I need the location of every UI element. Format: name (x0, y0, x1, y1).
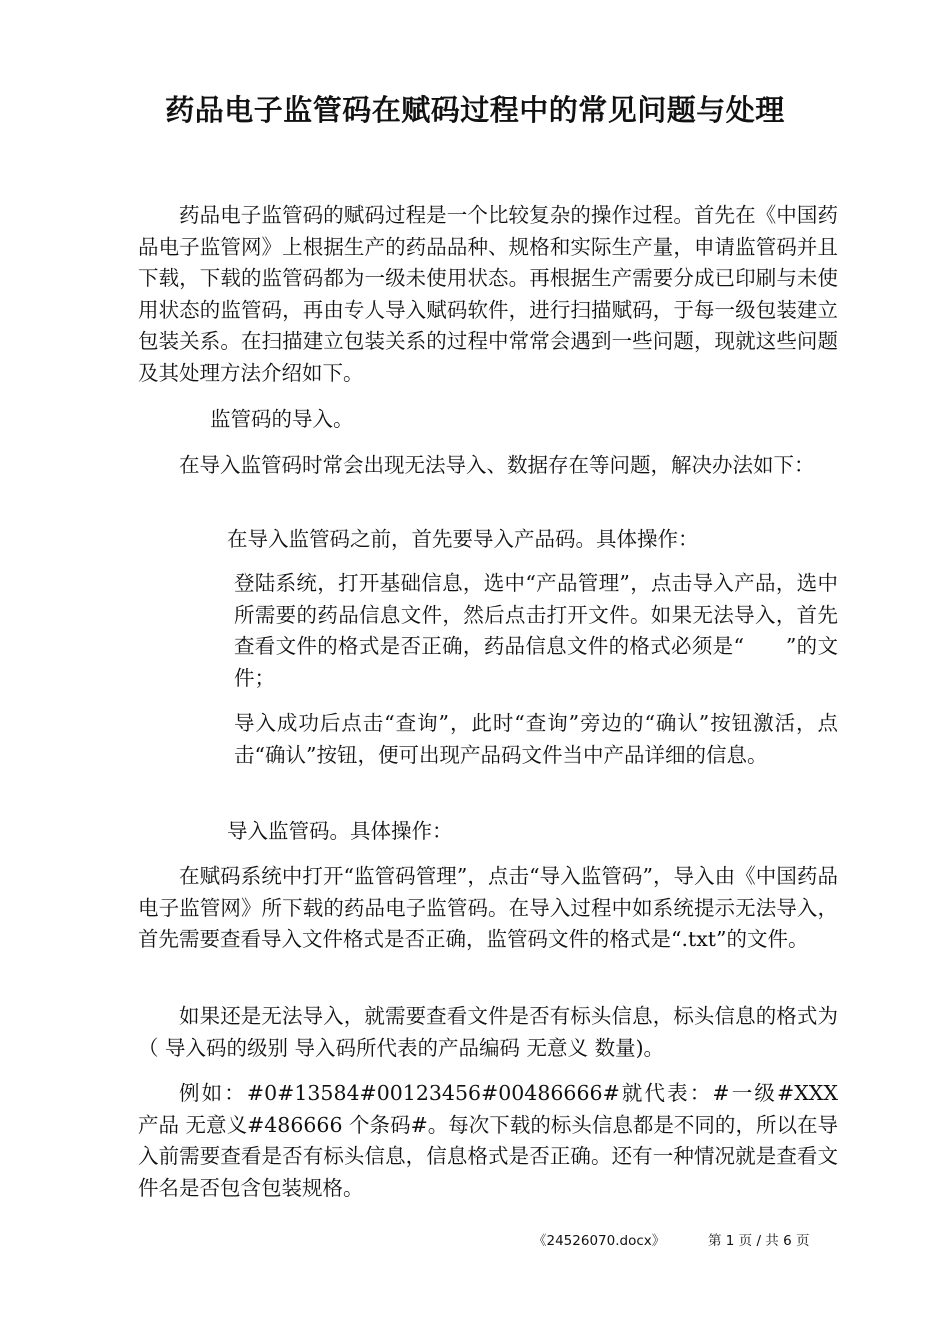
header-info-paragraph: 如果还是无法导入，就需要查看文件是否有标头信息，标头信息的格式为（ 导入码的级别 导入码所代表的产品编码 无意义 数量)。 (138, 1004, 838, 1060)
intro-paragraph: 药品电子监管码的赋码过程是一个比较复杂的操作过程。首先在《中国药品电子监管网》上根据生产的药品品种、规格和实际生产量，申请监管码并且下载，下载的监管码都为一级未使用状态。再根据生产需要分成已印刷与未使用状态的监管码，再由专人导入赋码软件，进行扫描赋码，于每一级包装建立包装关系。在扫描建立包装关系的过程中常常会遇到一些问题，现就这些问题及其处理方法介绍如下。 (138, 203, 838, 385)
import-procedure-paragraph: 在赋码系统中打开“监管码管理”，点击“导入监管码”，导入由《中国药品电子监管网》所下载的药品电子监管码。在导入过程中如系统提示无法导入，首先需要查看导入文件格式是否正确，监管码文件的格式是“.txt”的文件。 (138, 864, 838, 951)
step-query-confirm: 导入成功后点击“查询”，此时“查询”旁边的“确认”按钮激活，点击“确认”按钮，便可出现产品码文件当中产品详细的信息。 (234, 711, 838, 767)
document-title: 药品电子监管码在赋码过程中的常见问题与处理 (165, 93, 785, 127)
footer-filename: 《24526070.docx》 (533, 1233, 666, 1249)
footer-page-number: 第 1 页 / 共 6 页 (708, 1233, 810, 1249)
example-paragraph: 例如：#0#13584#00123456#00486666#就代表：#一级#XXX 产品 无意义#486666 个条码#。每次下载的标头信息都是不同的，所以在导入前需要查看是否有标头信息，信息格式是否正确。还有一种情况就是查看文件名是否包含包装规格。 (138, 1081, 838, 1200)
step-import-supervision-code: 导入监管码。具体操作： (227, 819, 453, 843)
section-heading: 监管码的导入。 (210, 407, 354, 431)
import-problem-paragraph: 在导入监管码时常会出现无法导入、数据存在等问题，解决办法如下： (179, 453, 815, 477)
step-import-product-code: 在导入监管码之前，首先要导入产品码。具体操作： (227, 527, 699, 551)
step-login-instructions: 登陆系统，打开基础信息，选中“产品管理”，点击导入产品，选中所需要的药品信息文件，然后点击打开文件。如果无法导入，首先查看文件的格式是否正确，药品信息文件的格式必须是“ ”的文件； (234, 571, 838, 690)
